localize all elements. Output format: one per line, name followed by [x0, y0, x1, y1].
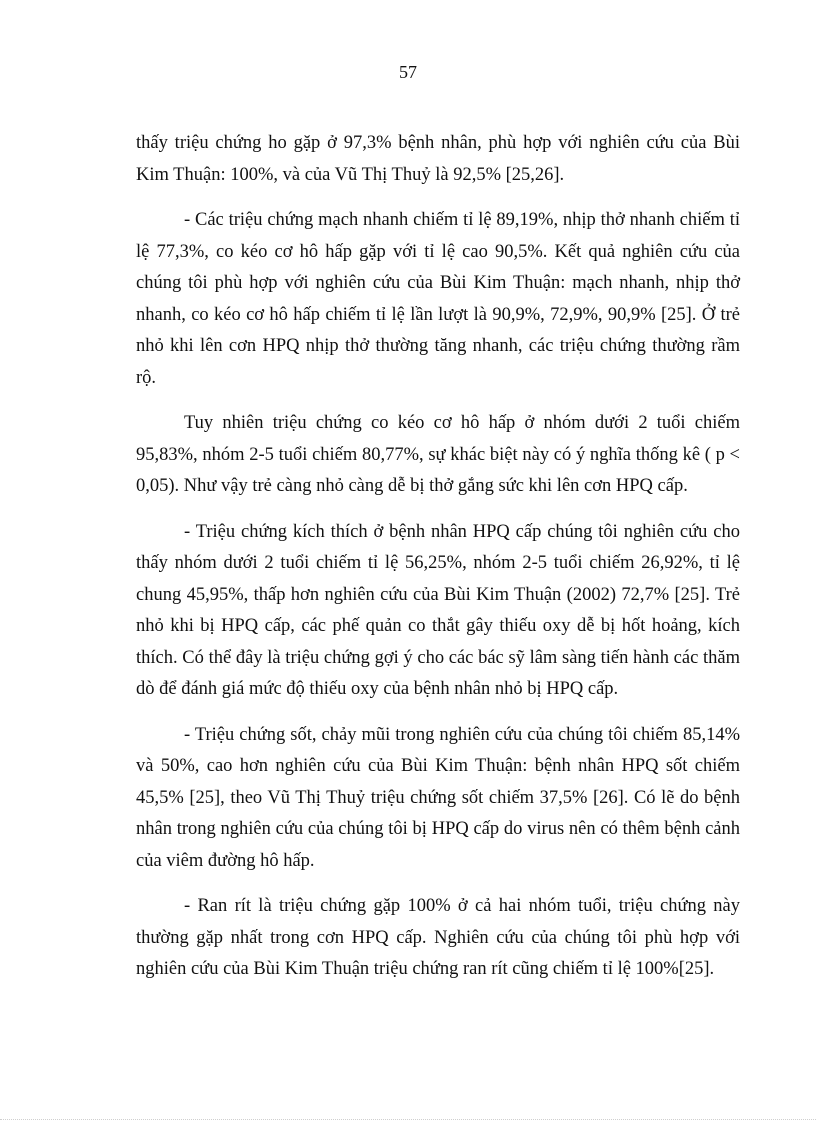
paragraph-age-group-comparison: Tuy nhiên triệu chứng co kéo cơ hô hấp ở nhóm dưới 2 tuổi chiếm 95,83%, nhóm 2-5 tuổi chiếm 80,77%, sự khác biệt này có ý nghĩa thống kê ( p < 0,05). Như vậy trẻ càng nhỏ càng dễ bị thở gắng sức khi lên cơn HPQ cấp.: [136, 413, 740, 496]
paragraph-wheezing: - Ran rít là triệu chứng gặp 100% ở cả hai nhóm tuổi, triệu chứng này thường gặp nhất trong cơn HPQ cấp. Nghiên cứu của chúng tôi phù hợp với nghiên cứu của Bùi Kim Thuận triệu chứng ran rít cũng chiếm tỉ lệ 100%[25].: [136, 896, 740, 979]
paragraph-cough-symptom: thấy triệu chứng ho gặp ở 97,3% bệnh nhân, phù hợp với nghiên cứu của Bùi Kim Thuận: 100%, và của Vũ Thị Thuỷ là 92,5% [25,26].: [136, 133, 740, 185]
page-number: 57: [399, 62, 417, 82]
document-body: [136, 128, 740, 1000]
paragraph-fever-runny-nose: - Triệu chứng sốt, chảy mũi trong nghiên cứu của chúng tôi chiếm 85,14% và 50%, cao hơn nghiên cứu của Bùi Kim Thuận: bệnh nhân HPQ sốt chiếm 45,5% [25], theo Vũ Thị Thuỷ triệu chứng sốt chiếm 37,5% [26]. Có lẽ do bệnh nhân trong nghiên cứu của chúng tôi bị HPQ cấp do virus nên có thêm bệnh cảnh của viêm đường hô hấp.: [136, 724, 740, 871]
paragraph-irritability: - Triệu chứng kích thích ở bệnh nhân HPQ cấp chúng tôi nghiên cứu cho thấy nhóm dưới 2 tuổi chiếm tỉ lệ 56,25%, nhóm 2-5 tuổi chiếm 26,92%, tỉ lệ chung 45,95%, thấp hơn nghiên cứu của Bùi Kim Thuận (2002) 72,7% [25]. Trẻ nhỏ khi bị HPQ cấp, các phế quản co thắt gây thiếu oxy dễ bị hốt hoảng, kích thích. Có thể đây là triệu chứng gợi ý cho các bác sỹ lâm sàng tiến hành các thăm dò để đánh giá mức độ thiếu oxy của bệnh nhân nhỏ bị HPQ cấp.: [136, 521, 740, 699]
paragraph-pulse-breathing: - Các triệu chứng mạch nhanh chiếm tỉ lệ 89,19%, nhịp thở nhanh chiếm tỉ lệ 77,3%, co kéo cơ hô hấp gặp với tỉ lệ cao 90,5%. Kết quả nghiên cứu của chúng tôi phù hợp với nghiên cứu của Bùi Kim Thuận: mạch nhanh, nhịp thở nhanh, co kéo cơ hô hấp chiếm tỉ lệ lần lượt là 90,9%, 72,9%, 90,9% [25]. Ở trẻ nhỏ khi lên cơn HPQ nhịp thở thường tăng nhanh, các triệu chứng thường rầm rộ.: [136, 210, 740, 388]
page-bottom-divider: [0, 1119, 816, 1120]
